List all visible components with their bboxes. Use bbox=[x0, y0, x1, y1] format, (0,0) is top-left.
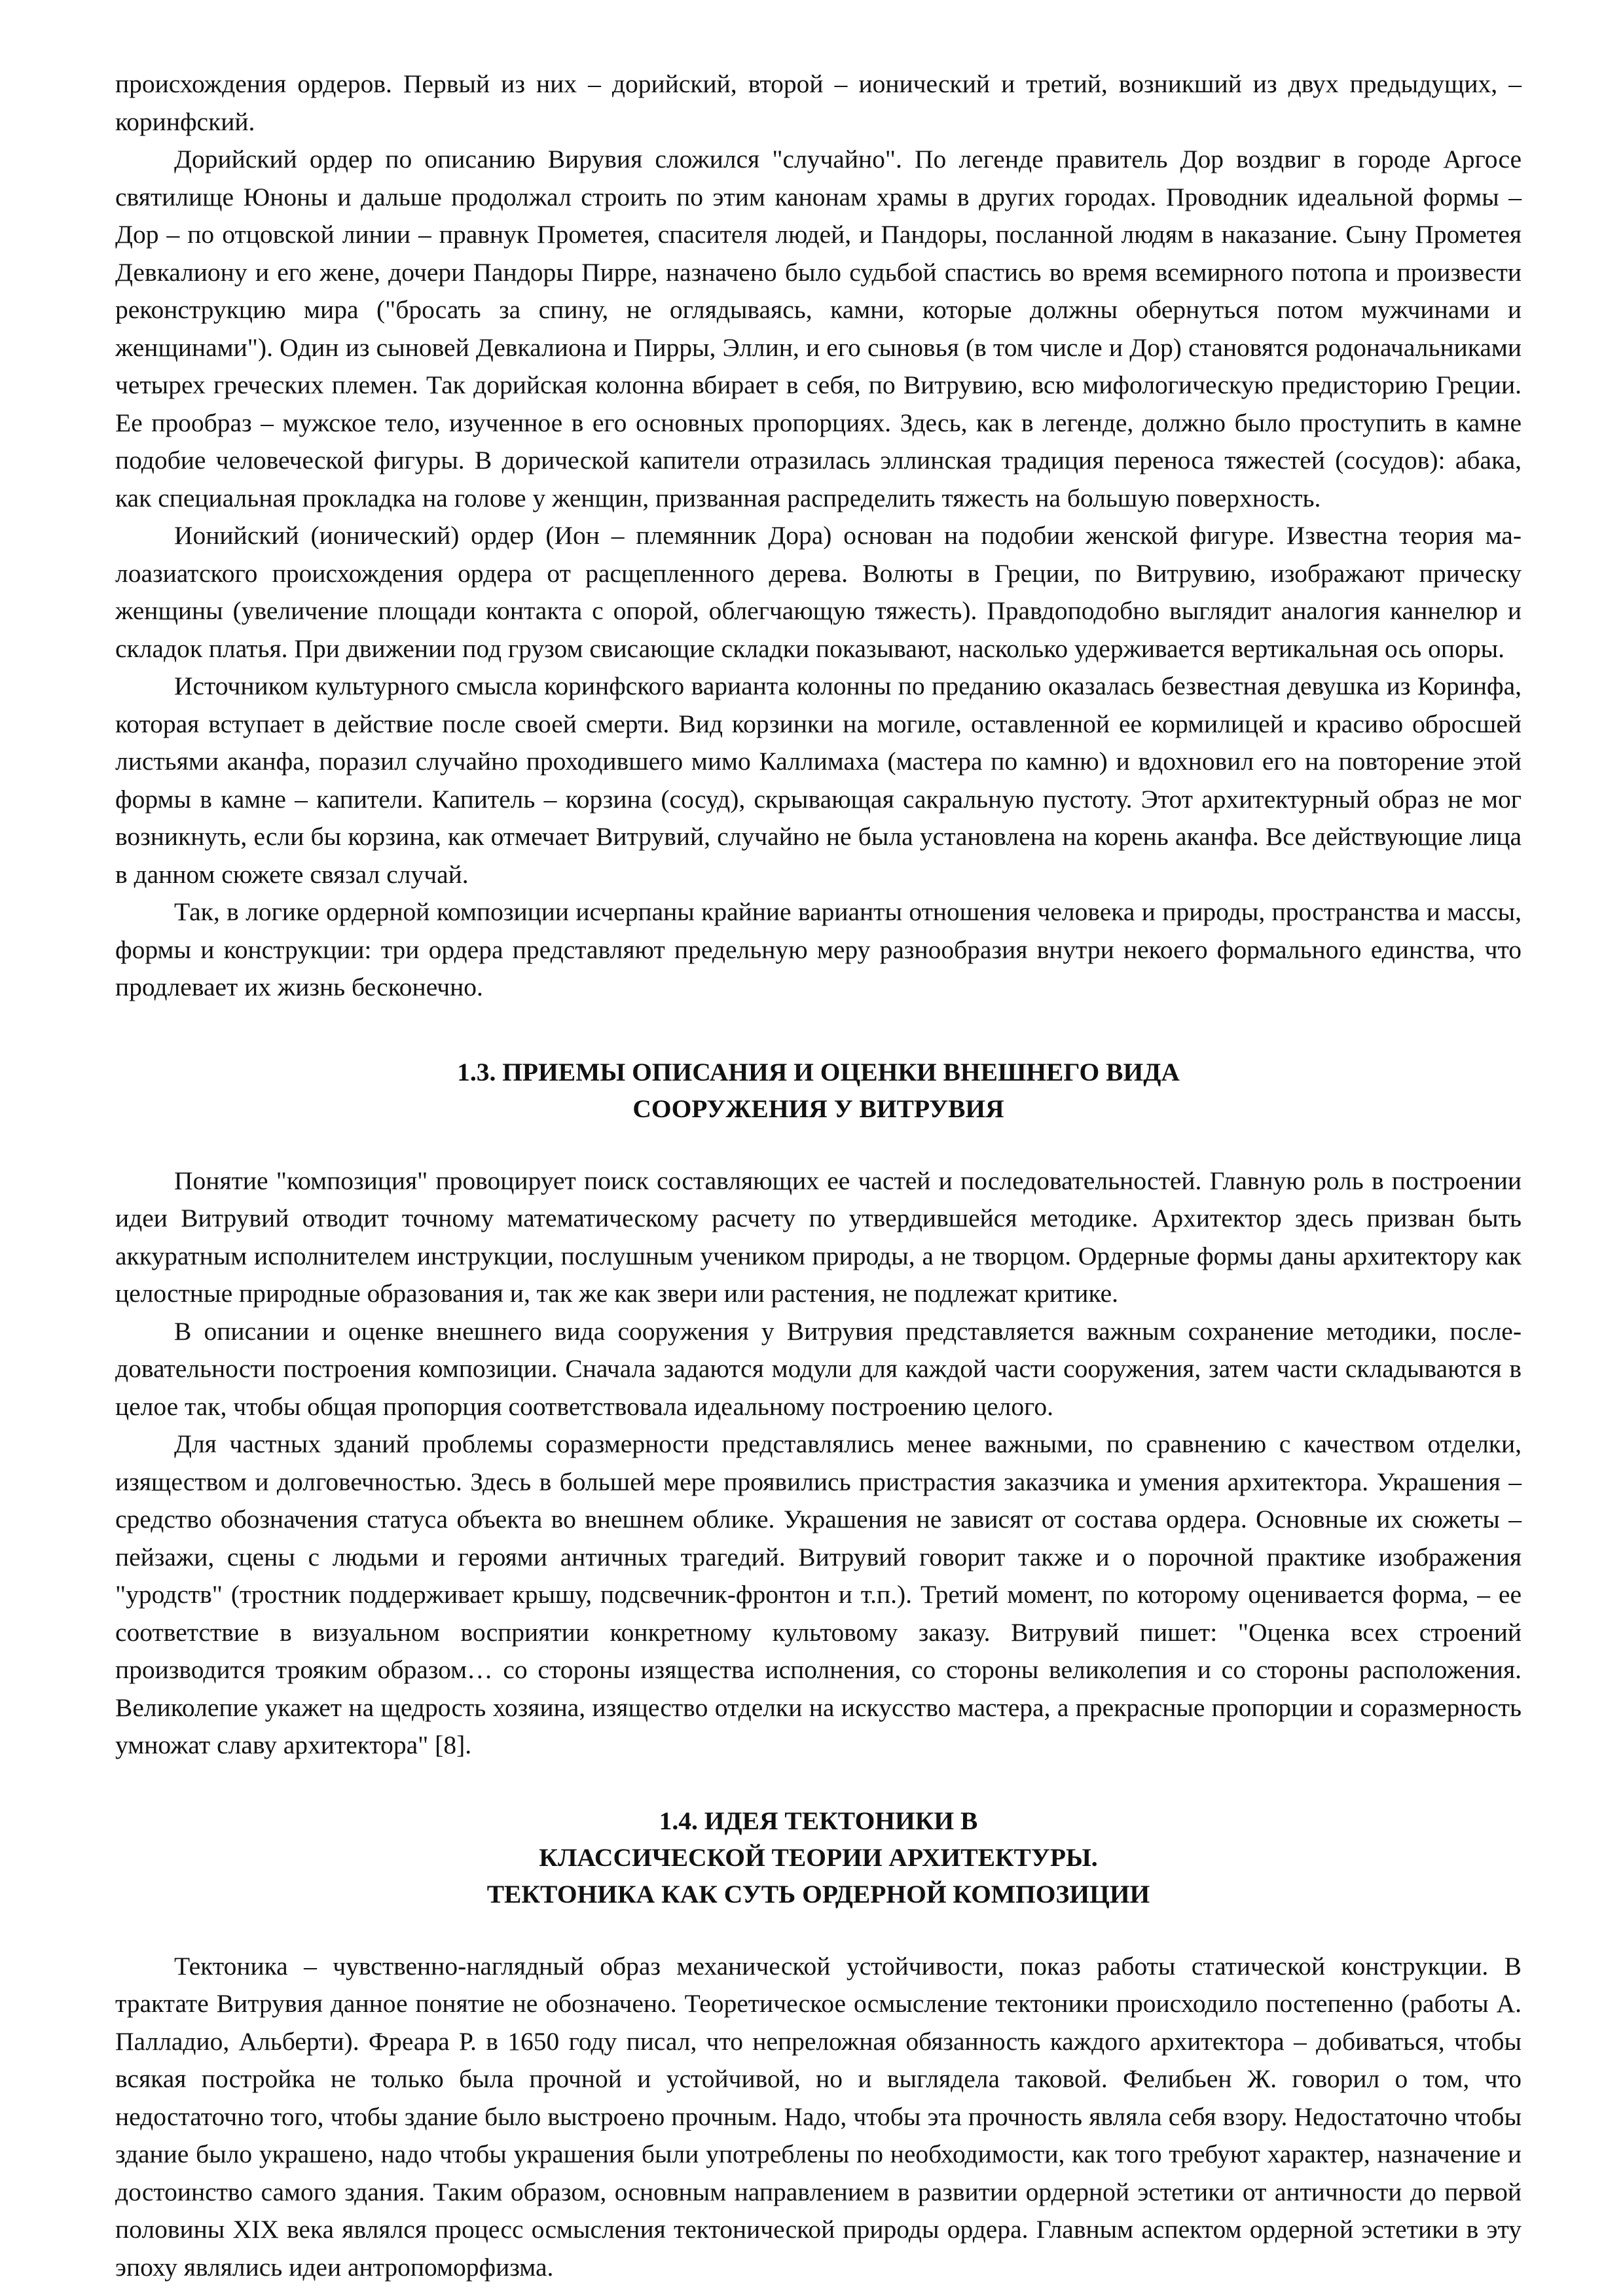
paragraph-orders-origin: происхождения ордеров. Первый из них – дорийский, второй – ионический и третий, возникший из двух предыдущих, – коринфский. bbox=[115, 69, 1522, 136]
paragraph-orders-conclusion: Так, в логике ордерной композиции исчерпаны крайние варианты отношения человека и природы, пространства и массы, формы и конструкции: три ордера представляют предельную меру разнообразия внутри некоего формального единства, что продлевает их жизнь бесконечно. bbox=[115, 897, 1522, 1001]
section-heading-1-4-line-3: ТЕКТОНИКА КАК СУТЬ ОРДЕРНОЙ КОМПОЗИЦИИ bbox=[486, 1879, 1150, 1909]
section-heading-1-4-line-1: 1.4. ИДЕЯ ТЕКТОНИКИ В bbox=[659, 1806, 978, 1835]
section-heading-1-4 bbox=[115, 1803, 1522, 1912]
paragraph-composition: Понятие "композиция" провоцирует поиск составляющих ее частей и последовательностей. Главную роль в построении идеи Витрувий отводит точному математическому расчету по утвердившейся методике. Архитектор здесь призван быть аккуратным исполнителем инструкции, послушным учеником природы, а не творцом. Ордерные формы даны архитектору как целостные природные образования и, так же как звери или растения, не подлежат критике. bbox=[115, 1166, 1522, 1308]
section-heading-1-3-line-1: 1.3. ПРИЕМЫ ОПИСАНИЯ И ОЦЕНКИ ВНЕШНЕГО ВИДА bbox=[457, 1057, 1180, 1086]
paragraph-doric-order: Дорийский ордер по описанию Вирувия сложился "случайно". По легенде правитель Дор воздвиг в городе Аргосе святилище Юноны и дальше продолжал строить по этим канонам храмы в других городах. Проводник идеальной формы – Дор – по отцовской линии – правнук Прометея, спасителя людей, и Пандоры, посланной людям в наказание. Сыну Прометея Девкалиону и его жене, дочери Пандоры Пирре, назначено было судьбой спастись во время всемирного потопа и произвести реконструкцию мира ("бросать за спину, не оглядываясь, камни, которые должны обернуться потом мужчинами и женщинами"). Один из сыновей Девкалиона и Пирры, Эллин, и его сыновья (в том числе и Дор) становятся родоначальниками четырех греческих племен. Так дорийская колонна вбирает в себя, по Витрувию, всю мифологическую предисторию Греции. Ее прообраз – мужское тело, изученное в его основных пропорциях. Здесь, как в легенде, должно было проступить в камне подобие человеческой фигуры. В дорической капители отразилась эллинская традиция переноса тяжестей (сосудов): абака, как специальная прокладка на голове у женщин, призванная распределить тяжесть на большую поверхность. bbox=[115, 145, 1522, 512]
section-heading-1-4-line-2: КЛАССИЧЕСКОЙ ТЕОРИИ АРХИТЕКТУРЫ. bbox=[539, 1842, 1098, 1872]
paragraph-tectonics: Тектоника – чувственно-наглядный образ механической устойчивости, показ работы статической конструкции. В трактате Витрувия данное понятие не обозначено. Теоретическое осмысление тектоники происходило постепенно (работы А. Палладио, Альберти). Фреара Р. в 1650 году писал, что непреложная обязанность каждого архитектора – добиваться, чтобы всякая постройка не только была прочной и устойчивой, но и выглядела таковой. Фелибьен Ж. говорил о том, что недостаточно того, чтобы здание было выстроено прочным. Надо, чтобы эта прочность являла себя взору. Недостаточно чтобы здание было украшено, надо чтобы украшения были употреблены по необходимости, как того требуют характер, назначение и достоинство самого здания. Таким образом, основным направлением в развитии ордерной эстетики от античности до первой половины XIX века являлся процесс осмысления тектонической природы ордера. Главным аспектом ордерной эстетики в эту эпоху являлись идеи антропоморфизма. bbox=[115, 1951, 1522, 2282]
paragraph-ionic-order: Ионийский (ионический) ордер (Ион – племянник Дора) основан на подобии женской фигуре. Известна теория малоазиатского происхождения ордера от расщепленного дерева. Волюты в Греции, по Витрувию, изображают прическу женщины (увеличение площади контакта с опорой, облегчающую тяжесть). Правдоподобно выглядит аналогия каннелюр и складок платья. При движении под грузом свисающие складки показывают, насколько удерживается вертикальная ось опоры. bbox=[115, 521, 1522, 663]
paragraph-private-buildings: Для частных зданий проблемы соразмерности представлялись менее важными, по сравнению с качеством отделки, изяществом и долговечностью. Здесь в большей мере проявились пристрастия заказчика и умения архитектора. Украшения – средство обозначения статуса объекта во внешнем облике. Украшения не зависят от состава ордера. Основные их сюжеты – пейзажи, сцены с людьми и героями античных трагедий. Витрувий говорит также и о порочной практике изображения "уродств" (тростник поддерживает крышу, подсвечник-фронтон и т.п.). Третий момент, по которому оценивается форма, – ее соответствие в визуальном восприятии конкретному культовому заказу. Витрувий пишет: "Оценка всех строений производится трояким образом… со стороны изящества исполнения, со стороны великолепия и со стороны расположения. Великолепие укажет на щедрость хозяина, изящество отделки на искусство мастера, а прекрасные пропорции и соразмерность умножат славу архитектора" [8]. bbox=[115, 1429, 1522, 1759]
section-heading-1-3-line-2: СООРУЖЕНИЯ У ВИТРУВИЯ bbox=[632, 1094, 1004, 1123]
document-page bbox=[115, 65, 1522, 2286]
paragraph-corinthian-order: Источником культурного смысла коринфского варианта колонны по преданию оказалась безвестная девушка из Коринфа, которая вступает в действие после своей смерти. Вид корзинки на могиле, оставленной ее кормилицей и красиво обросшей листьями аканфа, поразил случайно проходившего мимо Каллимаха (мастера по камню) и вдохновил его на повторение этой формы в камне – капители. Капитель – корзина (сосуд), скрывающая сакральную пустоту. Этот архитектурный образ не мог возникнуть, если бы корзина, как отмечает Витрувий, случайно не была установлена на корень аканфа. Все действующие лица в данном сюжете связал случай. bbox=[115, 672, 1522, 889]
paragraph-method: В описании и оценке внешнего вида сооружения у Витрувия представляется важным сохранение методики, последовательности построения композиции. Сначала задаются модули для каждой части сооружения, затем части складываются в целое так, чтобы общая пропорция соответствовала идеальному построению целого. bbox=[115, 1316, 1522, 1421]
section-heading-1-3 bbox=[115, 1054, 1522, 1127]
